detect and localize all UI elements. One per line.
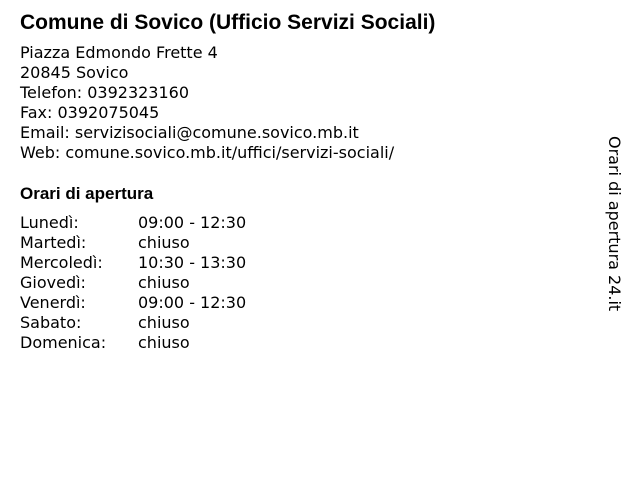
hours-row-monday <box>20 213 320 233</box>
address-street: Piazza Edmondo Frette 4 <box>20 43 218 62</box>
day-label: Lunedì: <box>20 213 79 232</box>
day-label: Giovedì: <box>20 273 86 292</box>
day-time: 09:00 - 12:30 <box>138 213 247 232</box>
fax-number: Fax: 0392075045 <box>20 103 160 122</box>
opening-hours-table <box>20 213 320 353</box>
contact-block <box>20 43 394 163</box>
day-label: Venerdì: <box>20 293 86 312</box>
day-label: Mercoledì: <box>20 253 103 272</box>
email-address: Email: servizisociali@comune.sovico.mb.it <box>20 123 359 142</box>
hours-row-thursday <box>20 273 320 293</box>
day-time: 10:30 - 13:30 <box>138 253 247 272</box>
hours-row-sunday <box>20 333 320 353</box>
day-time: chiuso <box>138 273 190 292</box>
day-time: chiuso <box>138 313 190 332</box>
address-city: 20845 Sovico <box>20 63 129 82</box>
hours-row-tuesday <box>20 233 320 253</box>
page-title: Comune di Sovico (Ufficio Servizi Sociali) <box>20 11 436 34</box>
day-time: chiuso <box>138 233 190 252</box>
hours-row-saturday <box>20 313 320 333</box>
opening-hours-heading: Orari di apertura <box>20 184 154 203</box>
hours-row-friday <box>20 293 320 313</box>
hours-row-wednesday <box>20 253 320 273</box>
day-label: Domenica: <box>20 333 107 352</box>
site-watermark: Orari di apertura 24.it <box>605 136 624 312</box>
day-time: chiuso <box>138 333 190 352</box>
phone-number: Telefon: 0392323160 <box>20 83 190 102</box>
website: Web: comune.sovico.mb.it/uffici/servizi-sociali/ <box>20 143 395 162</box>
day-label: Sabato: <box>20 313 82 332</box>
day-label: Martedì: <box>20 233 87 252</box>
day-time: 09:00 - 12:30 <box>138 293 247 312</box>
